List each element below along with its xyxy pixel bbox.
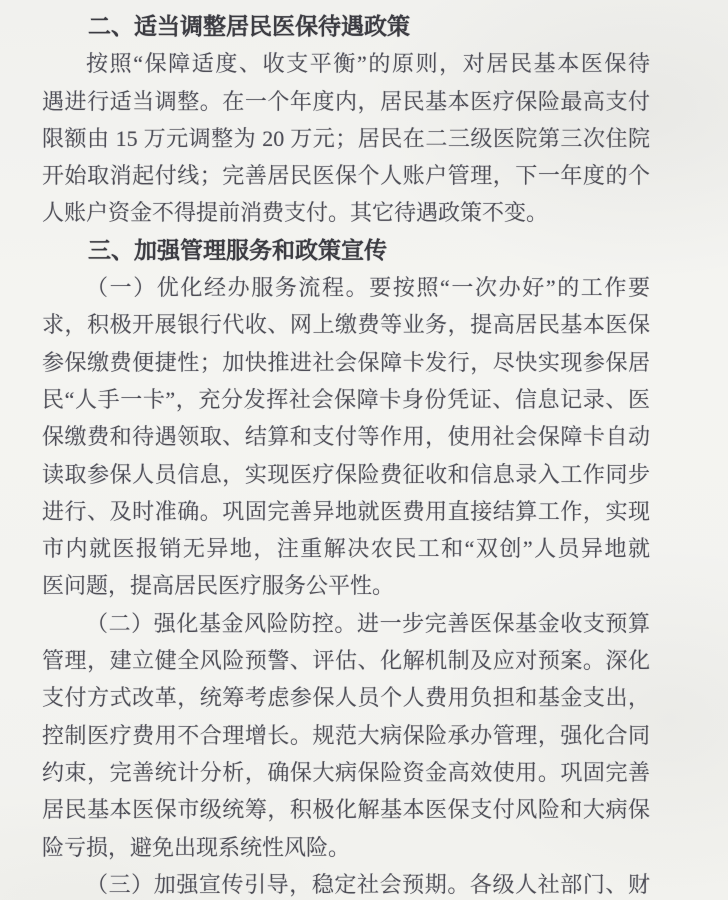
text-line: （一）优化经办服务流程。要按照“一次办好”的工作要 [86,275,650,301]
text-line: 限额由 15 万元调整为 20 万元；居民在二三级医院第三次住院 [42,125,650,151]
text-line: 按照“保障适度、收支平衡”的原则，对居民基本医保待 [86,51,650,77]
text-line: 居民基本医保市级统筹，积极化解基本医保支付风险和大病保 [42,797,650,823]
section-3-heading: 三、加强管理服务和政策宣传 [88,236,387,263]
text-line: 医问题，提高居民医疗服务公平性。 [42,573,395,599]
text-line: 市内就医报销无异地，注重解决农民工和“双创”人员异地就 [42,536,650,562]
text-line: 保缴费和待遇领取、结算和支付等作用，使用社会保障卡自动 [42,424,650,450]
text-line: 人账户资金不得提前消费支付。其它待遇政策不变。 [42,200,549,226]
text-line: 控制医疗费用不合理增长。规范大病保险承办管理，强化合同 [42,722,650,748]
section-2-heading: 二、适当调整居民医保待遇政策 [88,13,410,39]
text-line: 读取参保人员信息，实现医疗保险费征收和信息录入工作同步 [42,461,650,487]
text-line: 遇进行适当调整。在一个年度内，居民基本医疗保险最高支付 [42,88,650,114]
text-line: 管理，建立健全风险预警、评估、化解机制及应对预案。深化 [42,648,650,674]
text-line: 开始取消起付线；完善居民医保个人账户管理，下一年度的个 [42,163,650,189]
text-line: 险亏损，避免出现系统性风险。 [42,834,351,860]
text-line: （二）强化基金风险防控。进一步完善医保基金收支预算 [86,610,650,636]
text-line: 约束，完善统计分析，确保大病保险资金高效使用。巩固完善 [42,759,650,785]
text-line: 求，积极开展银行代收、网上缴费等业务，提高居民基本医保 [42,312,650,338]
text-line: （三）加强宣传引导，稳定社会预期。各级人社部门、财 [86,871,650,897]
text-line: 民“人手一卡”，充分发挥社会保障卡身份凭证、信息记录、医 [42,386,651,412]
text-line: 进行、及时准确。巩固完善异地就医费用直接结算工作，实现 [42,498,650,524]
text-line: 参保缴费便捷性；加快推进社会保障卡发行，尽快实现参保居 [42,349,650,375]
text-line: 支付方式改革，统筹考虑参保人员个人费用负担和基金支出， [42,685,650,711]
document-text [42,8,650,900]
